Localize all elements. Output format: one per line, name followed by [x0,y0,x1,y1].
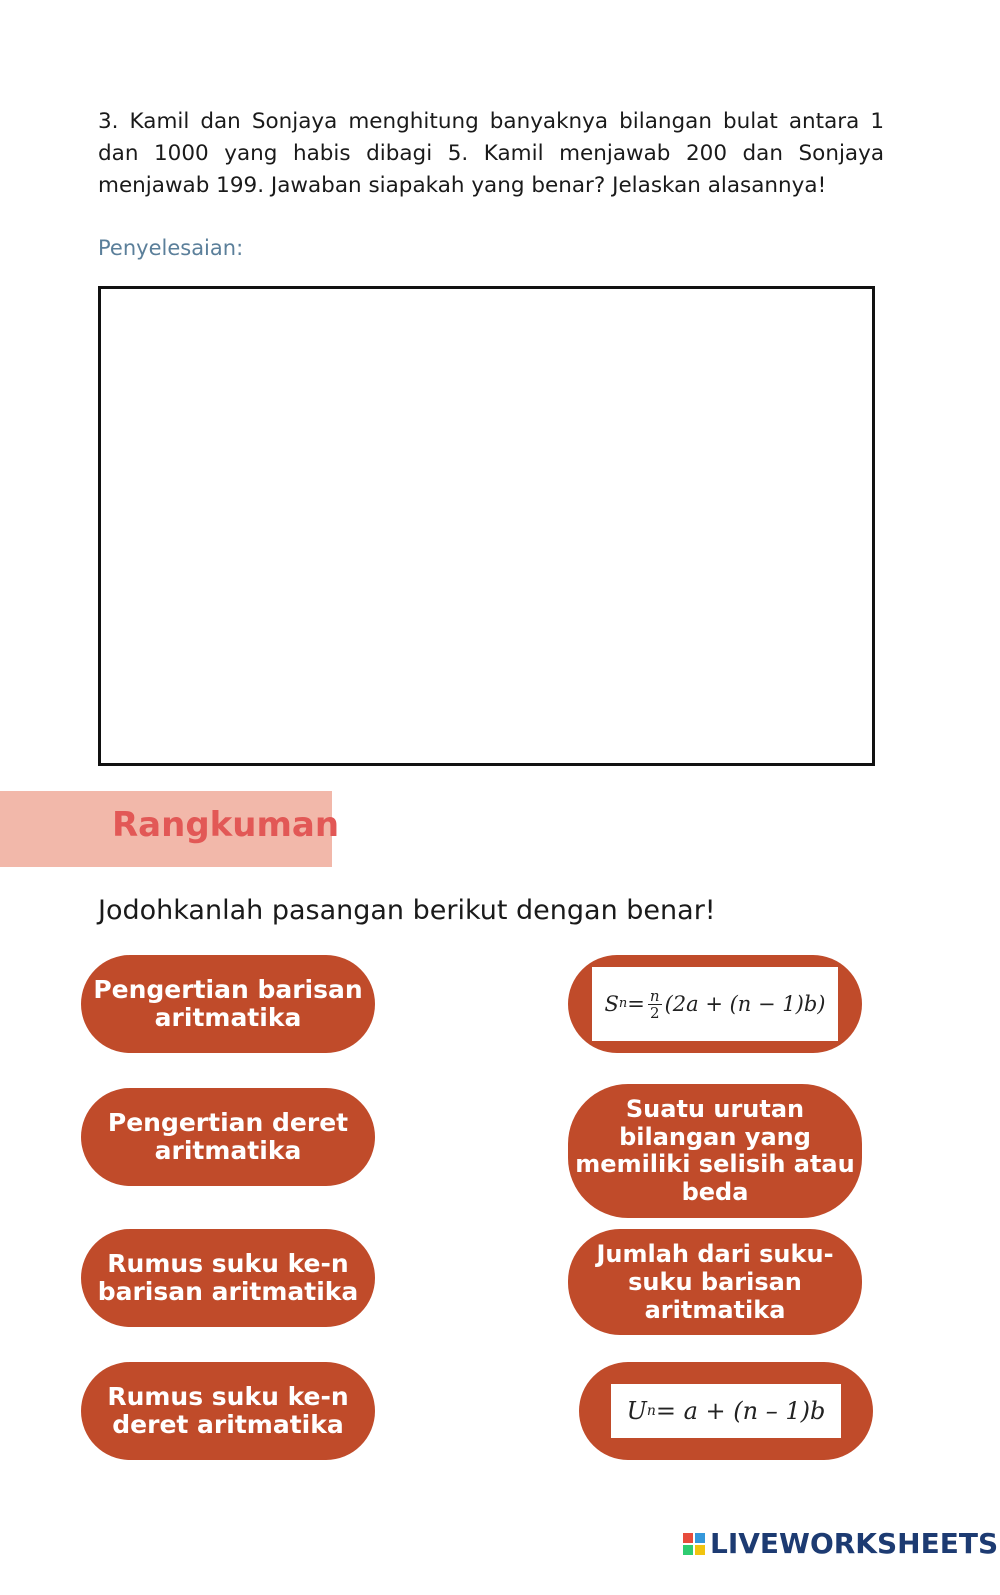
match-item-label: Pengertian deret [107,1108,349,1137]
match-item-definisi-jumlah[interactable] [568,1229,862,1335]
match-item-label: barisan aritmatika [97,1277,359,1306]
match-item-label: aritmatika [644,1296,786,1324]
match-item-label: Rumus suku ke-n [107,1249,349,1278]
formula-sn-box [592,967,838,1041]
liveworksheets-grid-icon [682,1532,706,1556]
match-item-definisi-barisan[interactable] [568,1084,862,1218]
formula-sn-fraction [648,988,662,1021]
formula-sn-lhs: S [604,992,619,1016]
matching-instruction: Jodohkanlah pasangan berikut dengan benar! [98,895,716,926]
formula-sn-subscript: n [618,996,628,1011]
match-item-label: memiliki selisih atau [575,1150,855,1178]
formula-un-rhs: = a + (n – 1)b [655,1397,826,1425]
match-item-formula-un[interactable] [579,1362,873,1460]
logo-text: LIVEWORKSHEETS [710,1527,999,1560]
answer-text-area[interactable] [98,286,875,766]
match-item-pengertian-deret[interactable] [81,1088,375,1186]
match-item-label: Rumus suku ke-n [107,1382,349,1411]
match-item-label: deret aritmatika [112,1410,344,1439]
match-item-label: suku barisan [628,1268,802,1296]
match-item-rumus-barisan[interactable] [81,1229,375,1327]
match-item-label: beda [681,1177,749,1206]
fraction-denominator: 2 [649,1003,660,1022]
match-item-label: Suatu urutan [625,1095,805,1123]
fraction-numerator: n [649,986,660,1005]
formula-sn-rhs: (2a + (n − 1)b) [664,992,826,1016]
liveworksheets-logo [682,1527,998,1560]
match-item-label: Pengertian barisan [93,975,363,1004]
match-item-label: Jumlah dari suku- [596,1240,834,1268]
match-item-label: aritmatika [154,1136,302,1165]
match-item-pengertian-barisan[interactable] [81,955,375,1053]
solution-label: Penyelesaian: [98,236,244,260]
formula-sn-equals: = [627,992,645,1016]
summary-title: Rangkuman [112,805,340,845]
question-text: 3. Kamil dan Sonjaya menghitung banyaknya bilangan bulat antara 1 dan 1000 yang habis dibagi 5. Kamil menjawab 200 dan Sonjaya menjawab 199. Jawaban siapakah yang benar? Jelaskan alasannya! [98,109,884,198]
formula-un-box [611,1384,841,1438]
match-item-formula-sn[interactable] [568,955,862,1053]
match-item-label: bilangan yang [619,1122,811,1151]
match-item-label: aritmatika [154,1003,302,1032]
formula-un-lhs: U [626,1397,647,1425]
match-item-rumus-deret[interactable] [81,1362,375,1460]
formula-un-subscript: n [646,1403,656,1419]
